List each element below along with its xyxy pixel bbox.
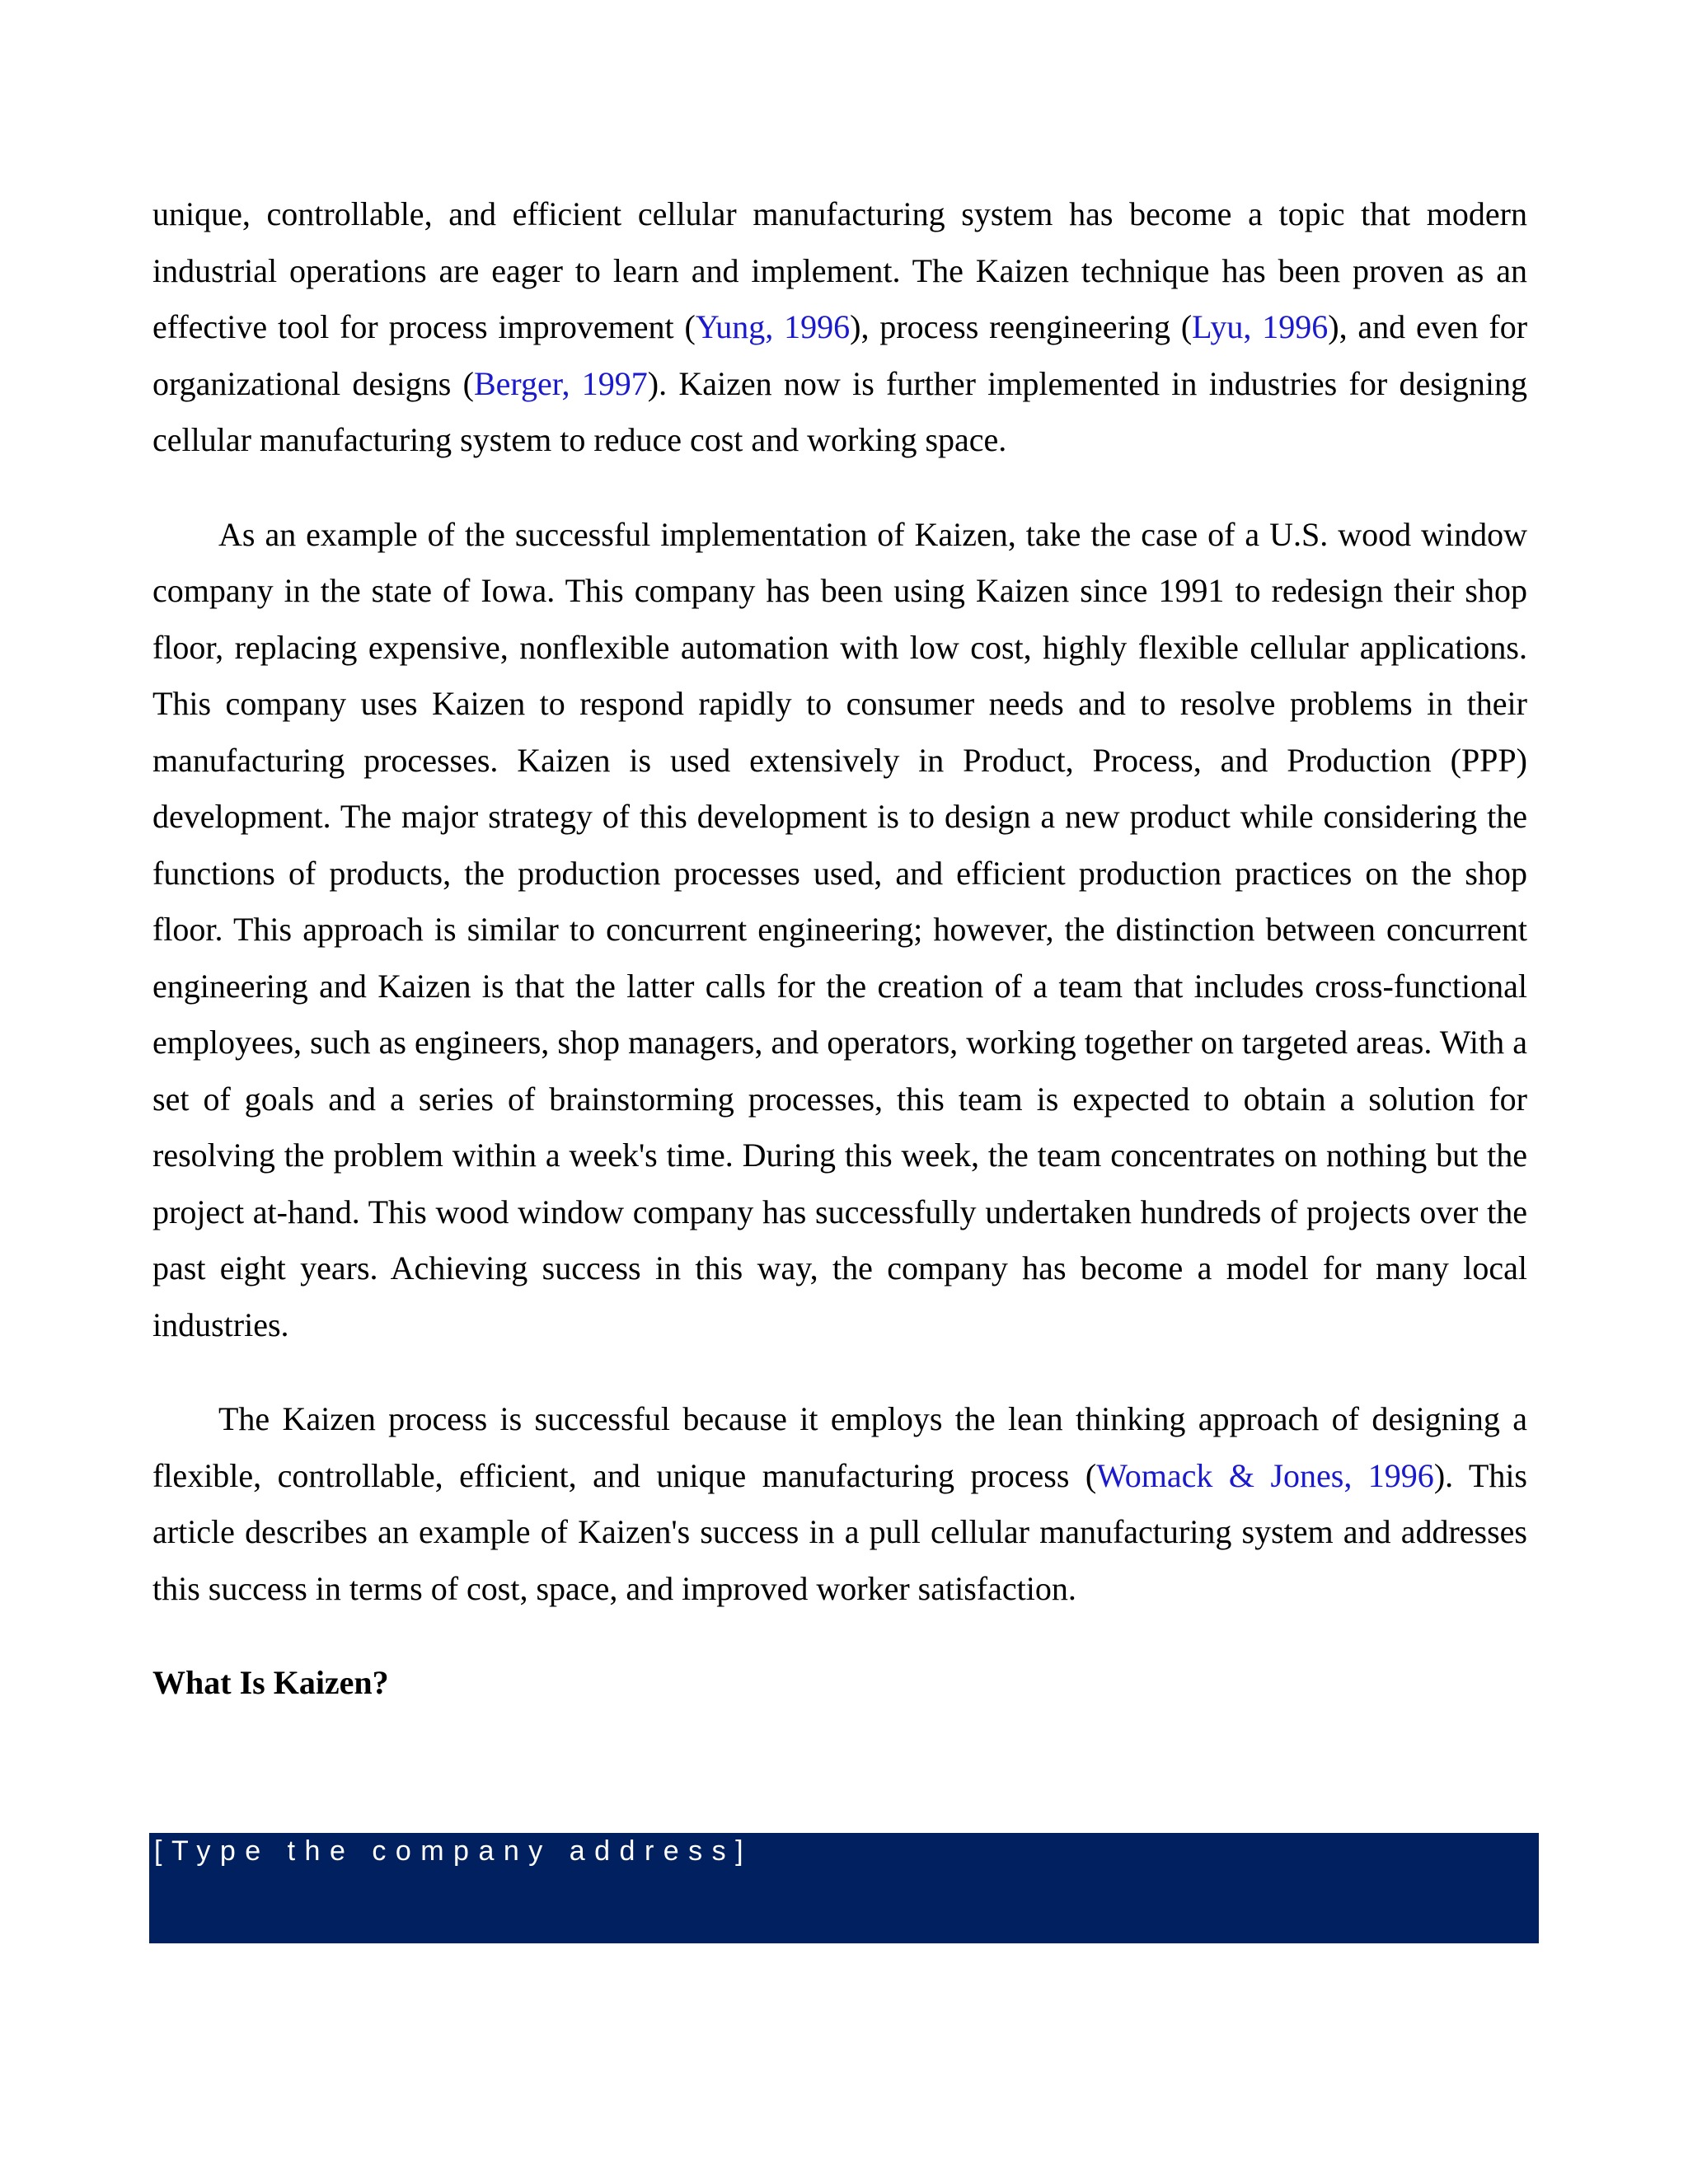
citation-womack-jones-1996[interactable]: Womack & Jones, 1996 [1096,1456,1434,1494]
citation-lyu-1996[interactable]: Lyu, 1996 [1192,308,1329,345]
paragraph-3 [152,1391,1527,1617]
paragraph-2: As an example of the successful implementation of Kaizen, take the case of a U.S. wood window company in the state of Iowa. This company has been using Kaizen since 1991 to redesign their shop floor, replacing expensive, nonflexible automation with low cost, highly flexible cellular applications. This company uses Kaizen to respond rapidly to consumer needs and to resolve problems in their manufacturing processes. Kaizen is used extensively in Product, Process, and Production (PPP) development. The major strategy of this development is to design a new product while considering the functions of products, the production processes used, and efficient production practices on the shop floor. This approach is similar to concurrent engineering; however, the distinction between concurrent engineering and Kaizen is that the latter calls for the creation of a team that includes cross-functional employees, such as engineers, shop managers, and operators, working together on targeted areas. With a set of goals and a series of brainstorming processes, this team is expected to obtain a solution for resolving the problem within a week's time. During this week, the team concentrates on nothing but the project at-hand. This wood window company has successfully undertaken hundreds of projects over the past eight years. Achieving success in this way, the company has become a model for many local industries. [152,515,1527,1343]
paragraph-1-text: ), and even for organizational designs ( [152,308,1528,402]
paragraph-1 [152,186,1527,469]
section-heading: What Is Kaizen? [152,1664,389,1701]
body-text [152,186,1527,1712]
paragraph-1-text: ). Kaizen now is further implemented in industries for designing cellular manufacturing system to reduce cost and working space. [152,364,1527,458]
paragraph-1-text: unique, controllable, and efficient cellular manufacturing system has become a topic that modern industrial operations are eager to learn and implement. The Kaizen technique has been proven as an effective tool for process improvement ( [152,195,1527,345]
company-address-placeholder[interactable]: [Type the company address] [154,1835,753,1867]
paragraph-1-text: ), process reengineering ( [850,308,1193,345]
paragraph-3-text: ). This article describes an example of Kaizen's success in a pull cellular manufacturing system and addresses this success in terms of cost, space, and improved worker satisfaction. [152,1456,1527,1607]
footer-address-bar [149,1833,1539,1943]
citation-berger-1997[interactable]: Berger, 1997 [473,364,648,402]
paragraph-3-text: The Kaizen process is successful because it employs the lean thinking approach of designing a flexible, controllable, efficient, and unique manufacturing process ( [152,1400,1527,1494]
citation-yung-1996[interactable]: Yung, 1996 [695,308,851,345]
